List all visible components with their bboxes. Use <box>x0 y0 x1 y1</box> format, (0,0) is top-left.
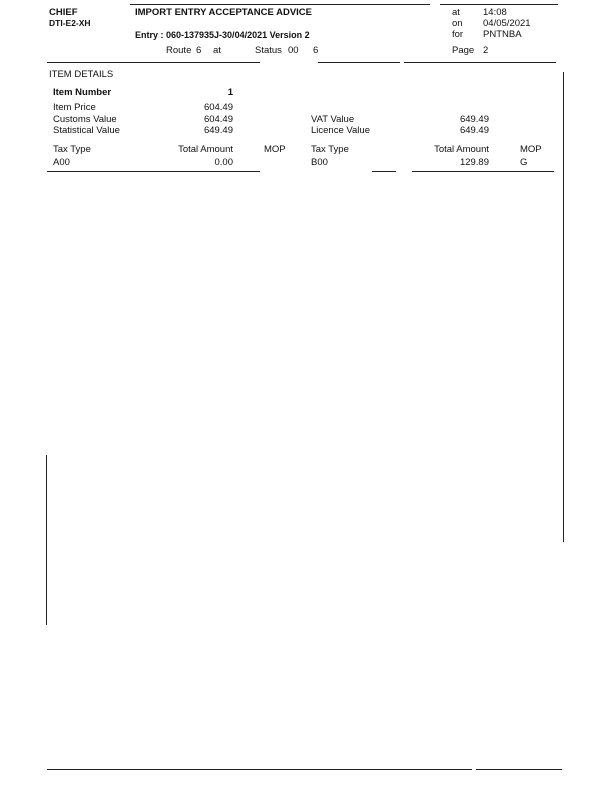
mop-header-right: MOP <box>520 144 542 155</box>
system-name: CHIEF <box>49 7 78 18</box>
footer-rule <box>47 769 472 770</box>
section-title: ITEM DETAILS <box>49 69 114 80</box>
route-label: Route <box>166 45 192 56</box>
right-border <box>563 72 564 542</box>
total-amount-header-right: Total Amount <box>434 144 489 155</box>
total-amount-header-left: Total Amount <box>178 144 233 155</box>
page-value: 2 <box>483 45 489 56</box>
tax-type-left: A00 <box>53 157 70 168</box>
date-value: 04/05/2021 <box>483 18 531 29</box>
licence-value: 649.49 <box>459 125 489 136</box>
time-value: 14:08 <box>483 7 507 18</box>
statistical-value: 649.49 <box>203 125 233 136</box>
section-rule-2 <box>318 62 400 63</box>
status-number: 6 <box>313 45 319 56</box>
total-amount-left: 0.00 <box>214 157 233 168</box>
status-label: Status <box>255 45 282 56</box>
entry-reference: Entry : 060-137935J-30/04/2021 Version 2 <box>135 30 310 40</box>
time-label: at <box>452 7 460 18</box>
date-label: on <box>452 18 463 29</box>
status-code: 00 <box>288 45 299 56</box>
item-price-label: Item Price <box>53 102 96 113</box>
tax-rule-left <box>47 171 260 172</box>
route-at-label: at <box>213 45 221 56</box>
header-rule-right <box>440 4 558 5</box>
tax-type-header-left: Tax Type <box>53 144 91 155</box>
tax-type-header-right: Tax Type <box>311 144 349 155</box>
customs-value-label: Customs Value <box>53 114 117 125</box>
tax-rule-right <box>412 171 554 172</box>
customs-value: 604.49 <box>203 114 233 125</box>
for-value: PNTNBA <box>483 29 522 40</box>
item-number-value: 1 <box>227 87 233 98</box>
licence-value-label: Licence Value <box>311 125 370 136</box>
total-amount-right: 129.89 <box>459 157 489 168</box>
tax-type-right: B00 <box>311 157 328 168</box>
item-number-label: Item Number <box>53 87 112 98</box>
system-code: DTI-E2-XH <box>49 18 91 28</box>
mop-header-left: MOP <box>264 144 286 155</box>
for-label: for <box>452 29 464 40</box>
section-rule-3 <box>404 62 556 63</box>
tax-rule-mid <box>372 171 396 172</box>
footer-rule-right <box>476 769 562 770</box>
left-border <box>46 455 47 625</box>
header-rule <box>130 4 430 5</box>
section-rule-1 <box>47 62 260 63</box>
route-value: 6 <box>196 45 202 56</box>
page-label: Page <box>452 45 475 56</box>
vat-value: 649.49 <box>459 114 489 125</box>
vat-value-label: VAT Value <box>311 114 355 125</box>
statistical-value-label: Statistical Value <box>53 125 120 136</box>
mop-right: G <box>520 157 528 168</box>
document-title: IMPORT ENTRY ACCEPTANCE ADVICE <box>135 7 312 18</box>
item-price-value: 604.49 <box>203 102 233 113</box>
